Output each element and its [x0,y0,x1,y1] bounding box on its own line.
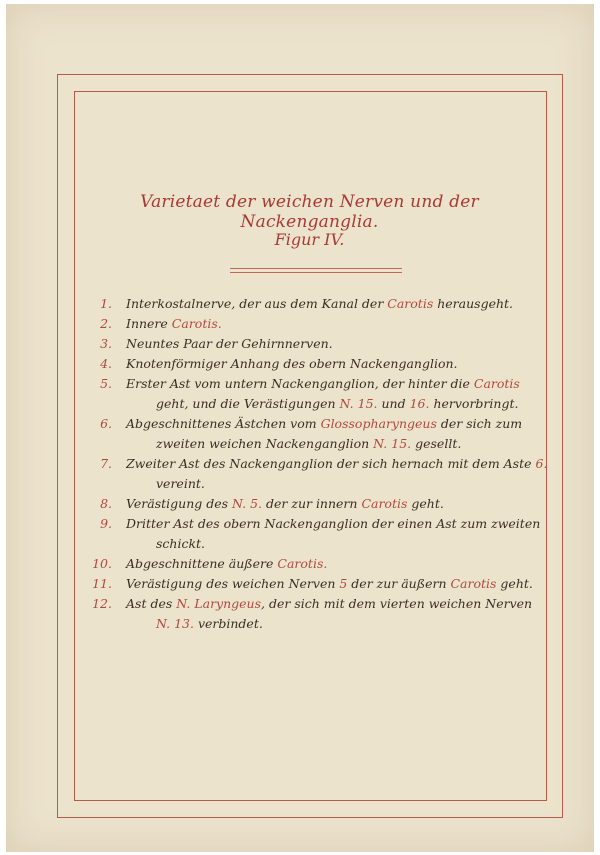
item-text [126,294,541,314]
text-segment: der sich zum [436,416,523,431]
red-reference: Carotis. [277,556,328,571]
legend-item [86,454,548,494]
red-reference: 5 [339,576,348,591]
text-segment: herausgeht. [433,296,514,311]
text-segment: Abgeschnittene äußere [126,556,278,571]
text-segment: Erster Ast vom untern Nackenganglion, der hinter die [126,376,474,391]
legend-item [86,594,541,634]
red-reference: N. 15. [373,436,412,451]
item-number: 1. [100,296,112,311]
item-number: 6. [100,416,112,431]
legend-item [86,494,541,514]
text-segment: Knotenförmiger Anhang des obern Nackenganglion. [126,356,458,371]
text-segment: gesellt. [411,436,462,451]
red-reference: N. Laryngeus [176,596,262,611]
text-segment: , der sich mit dem vierten weichen Nerven [261,596,533,611]
item-number: 7. [100,456,112,471]
text-segment: geht. [407,496,444,511]
item-number: 2. [100,316,112,331]
item-text [126,454,548,474]
red-reference: Carotis [450,576,497,591]
red-reference: 6. [535,456,548,471]
red-reference: N. 13. [156,616,194,631]
text-segment: der zur innern [262,496,362,511]
text-segment: Zweiter Ast des Nackenganglion der sich hernach mit dem Aste [126,456,536,471]
legend-item [86,514,541,554]
red-reference: Carotis [387,296,434,311]
item-number: 11. [92,576,112,591]
text-segment: Verästigung des [126,496,233,511]
item-text [126,334,541,354]
item-text [126,514,541,534]
text-segment: Innere [126,316,172,331]
item-number: 5. [100,376,112,391]
item-number: 12. [92,596,112,611]
text-segment: geht. [496,576,533,591]
item-text-continuation [156,474,541,494]
red-reference: N. 5. [232,496,263,511]
legend-item [86,354,541,374]
text-segment: geht, und die Verästigungen [156,396,340,411]
text-segment: zweiten weichen Nackenganglion [156,436,374,451]
text-segment: schickt. [156,536,206,551]
item-text [126,314,541,334]
item-number: 8. [100,496,112,511]
item-text [126,494,541,514]
item-text-continuation [156,434,541,454]
red-reference: Glossopharyngeus [320,416,437,431]
legend-item [86,294,541,314]
red-reference: N. 15. [339,396,378,411]
legend-item [86,574,541,594]
item-text-continuation [156,614,541,634]
text-segment: Dritter Ast des obern Nackenganglion der einen Ast zum zweiten [126,516,541,531]
text-segment: vereint. [156,476,205,491]
item-text-continuation [156,394,541,414]
legend-item [86,414,541,454]
text-segment: Neuntes Paar der Gehirnnerven. [126,336,333,351]
red-reference: Carotis [361,496,408,511]
legend-item [86,374,541,414]
text-segment: und [377,396,410,411]
text-segment: hervorbringt. [429,396,519,411]
red-reference: Carotis. [171,316,222,331]
item-text [126,414,541,434]
text-segment: Interkostalnerve, der aus dem Kanal der [126,296,388,311]
title-rule-upper [230,268,402,269]
item-text [126,354,541,374]
item-number: 4. [100,356,112,371]
item-text [126,574,541,594]
item-number: 9. [100,516,112,531]
title-rule-lower [230,272,402,273]
item-number: 3. [100,336,112,351]
legend-item [86,314,541,334]
text-segment: Ast des [126,596,177,611]
text-segment: Verästigung des weichen Nerven [126,576,340,591]
manuscript-page [6,4,594,852]
item-text-continuation [156,534,541,554]
legend-item [86,554,541,574]
item-number: 10. [92,556,112,571]
legend-list [86,294,548,634]
text-segment: Abgeschnittenes Ästchen vom [126,416,321,431]
item-text [126,594,541,614]
figure-label: Figur IV. [274,230,345,249]
red-reference: 16. [409,396,430,411]
text-segment: der zur äußern [347,576,451,591]
text-segment: verbindet. [193,616,263,631]
page-title: Varietaet der weichen Nerven und der Nackenganglia. [140,192,479,232]
item-text [126,554,541,574]
item-text [126,374,541,394]
red-reference: Carotis [473,376,520,391]
legend-item [86,334,541,354]
